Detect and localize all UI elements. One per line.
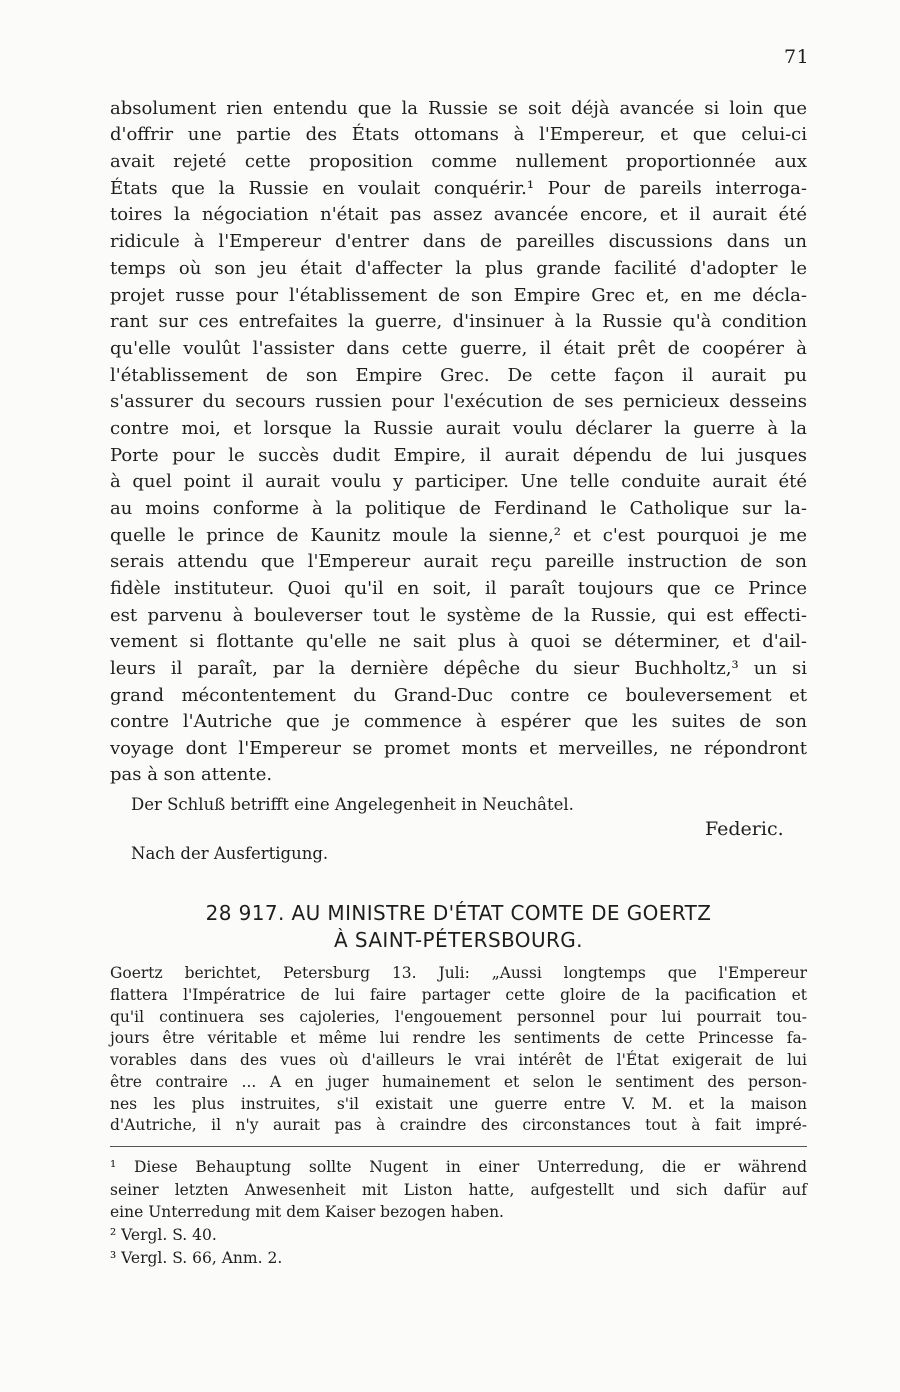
report-line: jours être véritable et même lui rendre les sentiments de cette Princesse fa- xyxy=(110,1029,807,1047)
body-line: absolument rien entendu que la Russie se soit déjà avancée si loin que xyxy=(110,98,807,119)
source-note: Nach der Ausfertigung. xyxy=(131,844,329,863)
body-line: ridicule à l'Empereur d'entrer dans de pareilles discussions dans un xyxy=(110,231,807,252)
body-line: fidèle instituteur. Quoi qu'il en soit, il paraît toujours que ce Prince xyxy=(110,578,807,599)
report-line: d'Autriche, il n'y aurait pas à craindre des circonstances tout à fait impré- xyxy=(110,1116,807,1134)
report-line: qu'il continuera ses cajoleries, l'engouement personnel pour lui pourrait tou- xyxy=(110,1008,807,1026)
footnote-line: ¹ Diese Behauptung sollte Nugent in einer Unterredung, die er während xyxy=(110,1158,807,1176)
body-line: leurs il paraît, par la dernière dépêche du sieur Buchholtz,³ un si xyxy=(110,658,807,679)
footnote-line: eine Unterredung mit dem Kaiser bezogen haben. xyxy=(110,1203,504,1221)
report-line: être contraire ... A en juger humainement et selon le sentiment des person- xyxy=(110,1073,807,1091)
body-line: avait rejeté cette proposition comme nullement proportionnée aux xyxy=(110,151,807,172)
report-line: flattera l'Impératrice de lui faire partager cette gloire de la pacification et xyxy=(110,986,807,1004)
closing-note: Der Schluß betrifft eine Angelegenheit in Neuchâtel. xyxy=(131,795,574,814)
body-line: d'offrir une partie des États ottomans à l'Empereur, et que celui-ci xyxy=(110,124,807,145)
body-line: pas à son attente. xyxy=(110,764,273,785)
footnote-divider xyxy=(110,1146,807,1147)
body-line: à quel point il aurait voulu y participer. Une telle conduite aurait été xyxy=(110,471,807,492)
body-line: s'assurer du secours russien pour l'exécution de ses pernicieux desseins xyxy=(110,391,807,412)
body-line: l'établissement de son Empire Grec. De cette façon il aurait pu xyxy=(110,365,807,386)
document-heading-line-1: 28 917. AU MINISTRE D'ÉTAT COMTE DE GOERTZ xyxy=(205,901,712,925)
body-line: temps où son jeu était d'affecter la plus grande facilité d'adopter le xyxy=(110,258,807,279)
body-line: est parvenu à bouleverser tout le système de la Russie, qui est effecti- xyxy=(110,605,807,626)
footnote-line: ² Vergl. S. 40. xyxy=(110,1226,217,1244)
body-line: au moins conforme à la politique de Ferdinand le Catholique sur la- xyxy=(110,498,807,519)
report-line: vorables dans des vues où d'ailleurs le vrai intérêt de l'État exigerait de lui xyxy=(110,1051,807,1069)
body-line: quelle le prince de Kaunitz moule la sienne,² et c'est pourquoi je me xyxy=(110,525,807,546)
body-line: grand mécontentement du Grand-Duc contre ce bouleversement et xyxy=(110,685,807,706)
document-heading-line-2: À SAINT-PÉTERSBOURG. xyxy=(334,928,583,952)
body-line: Porte pour le succès dudit Empire, il aurait dépendu de lui jusques xyxy=(110,445,807,466)
page-number: 71 xyxy=(784,46,810,68)
footnote-line: ³ Vergl. S. 66, Anm. 2. xyxy=(110,1249,283,1267)
body-line: États que la Russie en voulait conquérir.¹ Pour de pareils interroga- xyxy=(110,178,807,199)
body-line: projet russe pour l'établissement de son Empire Grec et, en me décla- xyxy=(110,285,807,306)
footnote-line: seiner letzten Anwesenheit mit Liston hatte, aufgestellt und sich dafür auf xyxy=(110,1181,807,1199)
body-line: qu'elle voulût l'assister dans cette guerre, il était prêt de coopérer à xyxy=(110,338,807,359)
body-line: contre moi, et lorsque la Russie aurait voulu déclarer la guerre à la xyxy=(110,418,807,439)
signature: Federic. xyxy=(705,818,784,840)
report-line: nes les plus instruites, s'il existait une guerre entre V. M. et la maison xyxy=(110,1095,807,1113)
body-line: voyage dont l'Empereur se promet monts et merveilles, ne répondront xyxy=(110,738,807,759)
body-line: serais attendu que l'Empereur aurait reçu pareille instruction de son xyxy=(110,551,807,572)
body-line: vement si flottante qu'elle ne sait plus à quoi se déterminer, et d'ail- xyxy=(110,631,807,652)
body-line: rant sur ces entrefaites la guerre, d'insinuer à la Russie qu'à condition xyxy=(110,311,807,332)
report-line: Goertz berichtet, Petersburg 13. Juli: „Aussi longtemps que l'Empereur xyxy=(110,964,807,982)
body-line: toires la négociation n'était pas assez avancée encore, et il aurait été xyxy=(110,204,807,225)
body-line: contre l'Autriche que je commence à espérer que les suites de son xyxy=(110,711,807,732)
